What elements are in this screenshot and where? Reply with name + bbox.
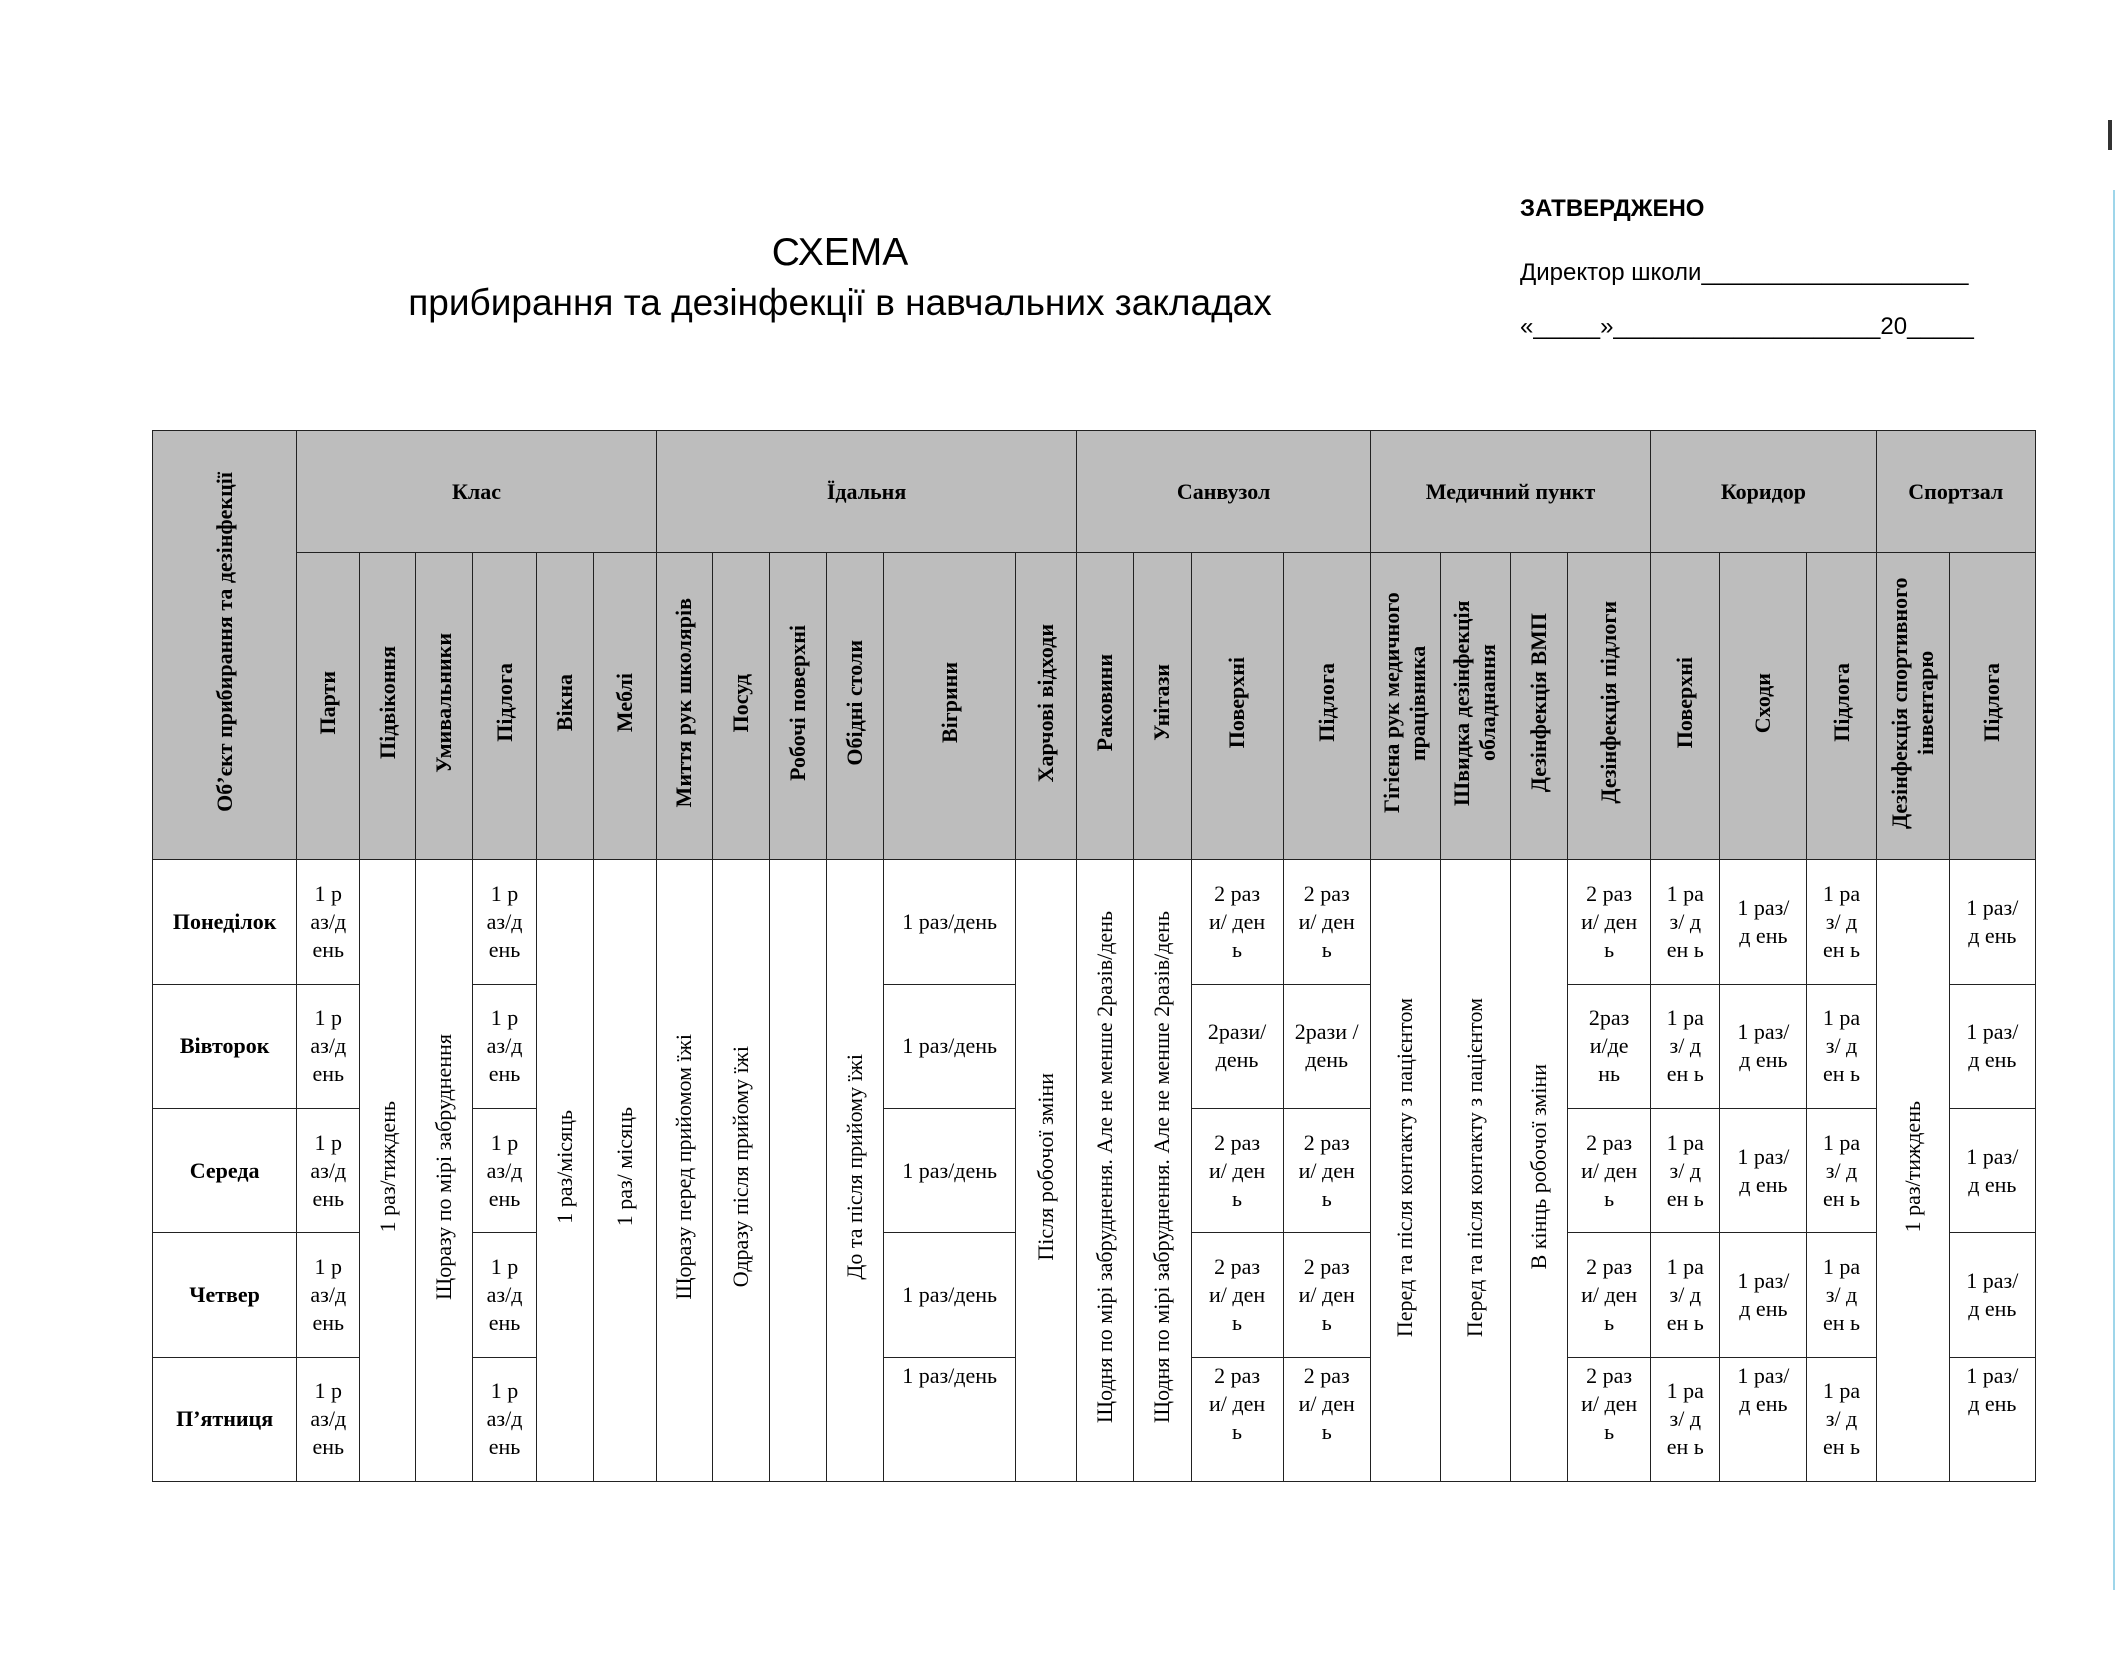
title-main: СХЕМА	[771, 231, 909, 274]
approval-director-line: Директор школи____________________	[1520, 259, 1969, 286]
group-klas: Клас	[297, 431, 657, 553]
cell-poverkhni-sanvuzol: 2рази/ день	[1191, 984, 1283, 1108]
cell-shvydka-dezinfektsiia: Перед та після контакту з пацієнтом	[1440, 860, 1510, 1482]
col-pidloga-sport: Підлога	[1949, 553, 2035, 860]
col-pidloga-klas: Підлога	[473, 553, 536, 860]
corner-header: Об’єкт прибирання та дезінфекції	[153, 431, 297, 860]
col-gigiena-ruk: Гігієна рук медичного працівника	[1370, 553, 1440, 860]
cell-vidra: 1 раз/день	[884, 984, 1016, 1108]
cell-dezinfektsiia-vmp: В кінць робочої зміни	[1510, 860, 1567, 1482]
cell-dezinfektsiia-sport: 1 раз/тиждень	[1876, 860, 1949, 1482]
schedule-table	[152, 430, 2036, 1482]
cell-party: 1 раз/день	[297, 1357, 360, 1481]
col-pidloga-sanvuzol: Підлога	[1283, 553, 1370, 860]
title-sub: прибирання та дезінфекції в навчальних закладах	[408, 282, 1272, 323]
day-label: Понеділок	[153, 860, 297, 984]
approval-heading: ЗАТВЕРДЖЕНО	[1520, 195, 1705, 222]
cell-poverkhni-korydor: 1 раз/ ден ь	[1651, 860, 1720, 984]
cell-pidloga-klas: 1 раз/день	[473, 1108, 536, 1232]
col-obidni-stoly: Обідні столи	[826, 553, 883, 860]
col-poverkhni-korydor: Поверхні	[1651, 553, 1720, 860]
page-edge-mark	[2108, 120, 2112, 150]
cell-pidloga-korydor: 1 раз/ ден ь	[1807, 1233, 1876, 1357]
cell-pidloga-sport: 1 раз/д ень	[1949, 1108, 2035, 1232]
col-poverkhni-sanvuzol: Поверхні	[1191, 553, 1283, 860]
cell-poverkhni-sanvuzol: 2 рази/ день	[1191, 1108, 1283, 1232]
cell-vidra: 1 раз/день	[884, 1233, 1016, 1357]
cell-poverkhni-korydor: 1 раз/ ден ь	[1651, 984, 1720, 1108]
cell-pidloga-korydor: 1 раз/ ден ь	[1807, 984, 1876, 1108]
cell-dezinfektsiia-pidlogy: 2 рази/ день	[1568, 860, 1651, 984]
cell-skhody: 1 раз/д ень	[1720, 860, 1807, 984]
col-robochi-poverkhni: Робочі поверхні	[769, 553, 826, 860]
cell-pidloga-sport: 1 раз/д ень	[1949, 860, 2035, 984]
col-unitazy: Унітази	[1134, 553, 1191, 860]
col-party: Парти	[297, 553, 360, 860]
approval-block	[1520, 195, 1974, 341]
cell-mebli: 1 раз/ місяць	[593, 860, 656, 1482]
cell-party: 1 раз/день	[297, 1233, 360, 1357]
cell-poverkhni-korydor: 1 раз/ ден ь	[1651, 1108, 1720, 1232]
cell-vidra: 1 раз/день	[884, 860, 1016, 984]
col-dezinfektsiia-sport: Дезінфекція спортивного інвентарю	[1876, 553, 1949, 860]
cell-skhody: 1 раз/д ень	[1720, 1233, 1807, 1357]
cell-pidloga-korydor: 1 раз/ ден ь	[1807, 1108, 1876, 1232]
group-sanvuzol: Санвузол	[1077, 431, 1370, 553]
day-label: Середа	[153, 1108, 297, 1232]
cell-skhody: 1 раз/д ень	[1720, 1357, 1807, 1481]
cell-pidloga-klas: 1 раз/день	[473, 860, 536, 984]
col-dezinfektsiia-vmp: Дезінфекція ВМП	[1510, 553, 1567, 860]
col-kharchovi-vidkhody: Харчові відходи	[1016, 553, 1077, 860]
cell-pidloga-sanvuzol: 2 рази/ день	[1283, 860, 1370, 984]
col-pidvikonnia: Підвіконня	[360, 553, 416, 860]
cell-kharchovi-vidkhody: Після робочої зміни	[1016, 860, 1077, 1482]
cell-skhody: 1 раз/д ень	[1720, 1108, 1807, 1232]
cell-dezinfektsiia-pidlogy: 2 рази/ день	[1568, 1357, 1651, 1481]
cell-pidloga-sanvuzol: 2 рази/ день	[1283, 1357, 1370, 1481]
col-myttia-ruk: Миття рук школярів	[656, 553, 712, 860]
cell-unitazy: Щодня по мірі забруднення. Але не менше 2разів/день	[1134, 860, 1191, 1482]
group-idalnia: Їдальня	[656, 431, 1077, 553]
cell-gigiena-ruk: Перед та після контакту з пацієнтом	[1370, 860, 1440, 1482]
col-vidra: Вігрини	[884, 553, 1016, 860]
cell-pidloga-sanvuzol: 2 рази/ день	[1283, 1108, 1370, 1232]
cell-poverkhni-sanvuzol: 2 рази/ день	[1191, 1233, 1283, 1357]
cell-poverkhni-korydor: 1 раз/ ден ь	[1651, 1357, 1720, 1481]
cell-pidloga-korydor: 1 раз/ ден ь	[1807, 1357, 1876, 1481]
cell-vidra: 1 раз/день	[884, 1108, 1016, 1232]
cell-pidloga-klas: 1 раз/день	[473, 1233, 536, 1357]
group-sportzal: Спортзал	[1876, 431, 2035, 553]
cell-pidloga-klas: 1 раз/день	[473, 1357, 536, 1481]
day-label: П’ятниця	[153, 1357, 297, 1481]
day-label: Вівторок	[153, 984, 297, 1108]
cell-poverkhni-sanvuzol: 2 рази/ день	[1191, 1357, 1283, 1481]
col-mebli: Меблі	[593, 553, 656, 860]
cell-robochi-poverkhni	[769, 860, 826, 1482]
cell-poverkhni-sanvuzol: 2 рази/ день	[1191, 860, 1283, 984]
col-shvydka-dezinfektsiia: Швидка дезінфекція обладнання	[1440, 553, 1510, 860]
cell-pidloga-sport: 1 раз/д ень	[1949, 1233, 2035, 1357]
day-label: Четвер	[153, 1233, 297, 1357]
col-rakovyny: Раковини	[1077, 553, 1134, 860]
cell-pidloga-klas: 1 раз/день	[473, 984, 536, 1108]
cell-poverkhni-korydor: 1 раз/ ден ь	[1651, 1233, 1720, 1357]
group-korydor: Коридор	[1651, 431, 1876, 553]
cell-dezinfektsiia-pidlogy: 2 рази/ день	[1568, 1108, 1651, 1232]
cell-rakovyny: Щодня по мірі забруднення. Але не менше 2разів/день	[1077, 860, 1134, 1482]
cell-pidloga-sport: 1 раз/д ень	[1949, 1357, 2035, 1481]
cell-party: 1 раз/день	[297, 1108, 360, 1232]
group-medpunkt: Медичний пункт	[1370, 431, 1650, 553]
cell-party: 1 раз/день	[297, 860, 360, 984]
cell-dezinfektsiia-pidlogy: 2 рази/ день	[1568, 1233, 1651, 1357]
cell-obidni-stoly: До та після прийому їжі	[826, 860, 883, 1482]
cell-skhody: 1 раз/д ень	[1720, 984, 1807, 1108]
cell-pidloga-sanvuzol: 2рази /день	[1283, 984, 1370, 1108]
cell-vikna: 1 раз/місяць	[536, 860, 593, 1482]
cell-myttia-ruk: Щоразу перед прийомом їжі	[656, 860, 712, 1482]
cell-posud: Одразу після прийому їжі	[712, 860, 769, 1482]
cell-pidvikonnia: 1 раз/тиждень	[360, 860, 416, 1482]
cell-pidloga-korydor: 1 раз/ ден ь	[1807, 860, 1876, 984]
col-pidloga-korydor: Підлога	[1807, 553, 1876, 860]
col-skhody: Сходи	[1720, 553, 1807, 860]
cell-party: 1 раз/день	[297, 984, 360, 1108]
cell-umyvalnyky: Щоразу по мірі забруднення	[416, 860, 473, 1482]
col-vikna: Вікна	[536, 553, 593, 860]
approval-date-line: «_____»____________________20_____	[1520, 313, 1974, 340]
cell-pidloga-sanvuzol: 2 рази/ день	[1283, 1233, 1370, 1357]
cell-vidra: 1 раз/день	[884, 1357, 1016, 1481]
title-block	[300, 228, 1380, 328]
cell-dezinfektsiia-pidlogy: 2раз и/де нь	[1568, 984, 1651, 1108]
col-posud: Посуд	[712, 553, 769, 860]
table-row	[153, 860, 2036, 984]
cell-pidloga-sport: 1 раз/д ень	[1949, 984, 2035, 1108]
col-umyvalnyky: Умивальники	[416, 553, 473, 860]
col-dezinfektsiia-pidlogy: Дезінфекція підлоги	[1568, 553, 1651, 860]
